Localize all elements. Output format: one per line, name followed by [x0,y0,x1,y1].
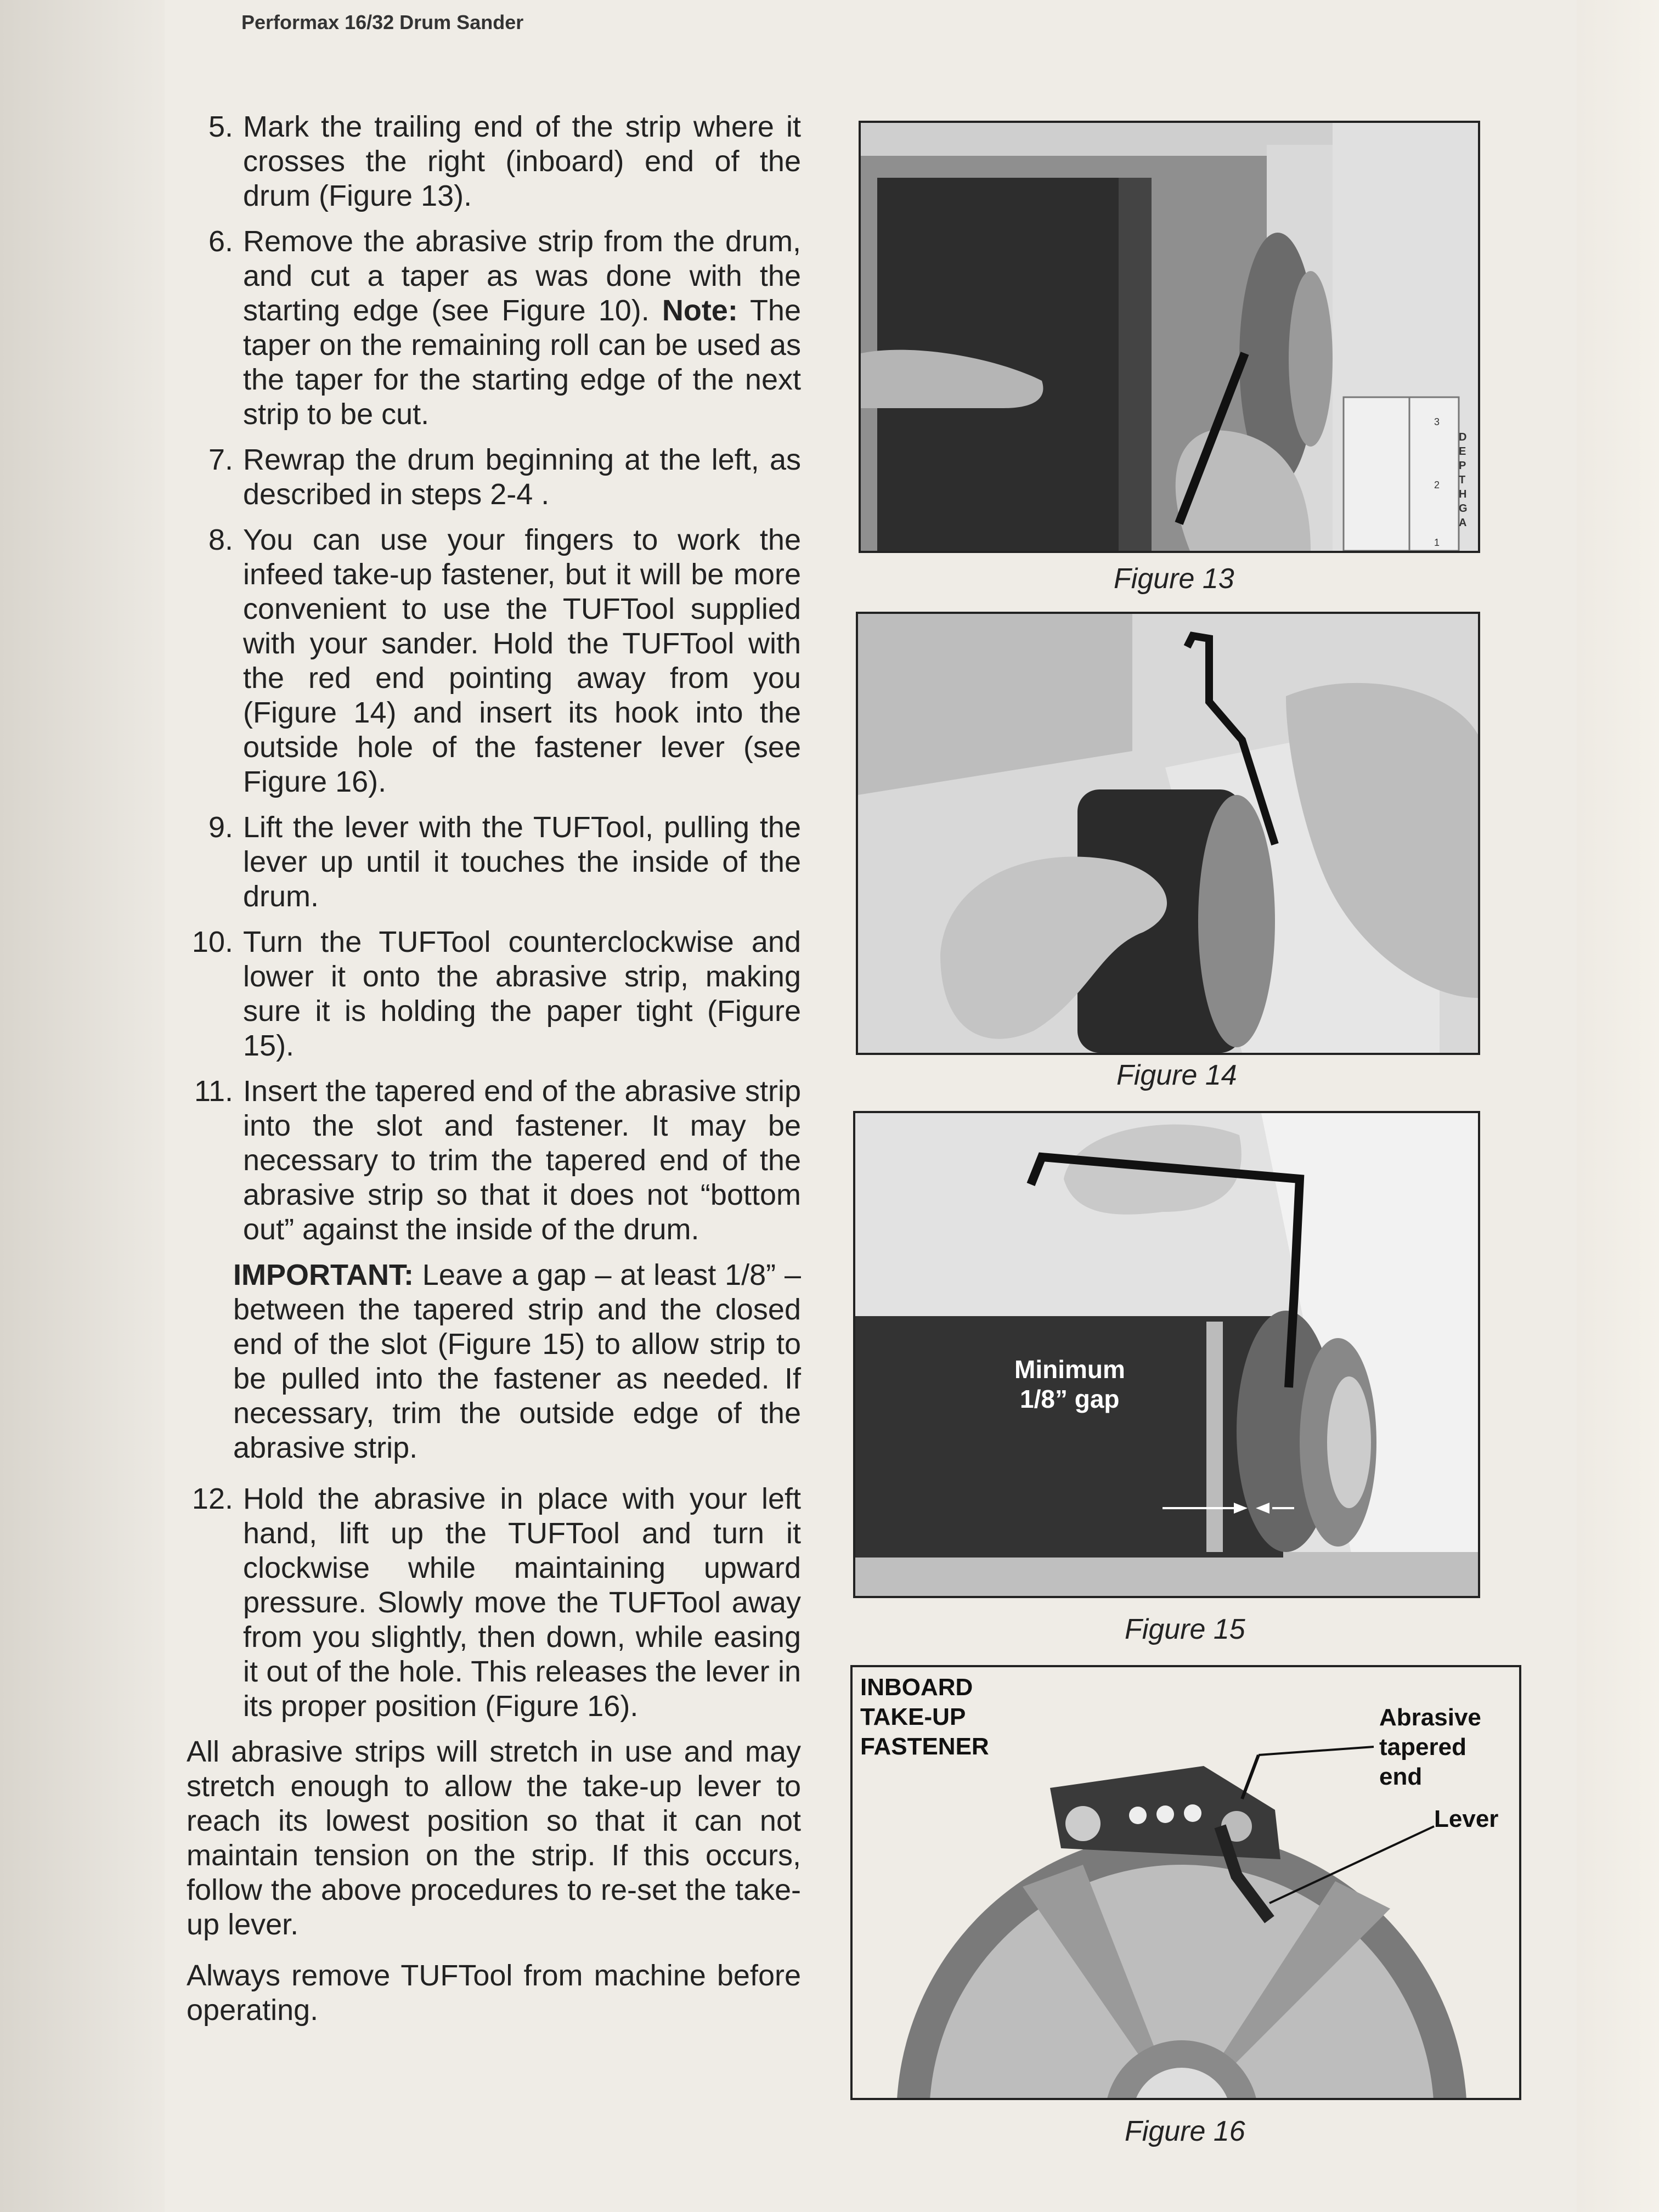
figure-15-illustration [855,1113,1478,1596]
inboard-label-line3: FASTENER [860,1733,989,1760]
step-5 [187,110,801,213]
step-10 [187,925,801,1063]
lever-label: Lever [1434,1805,1499,1832]
minimum-label-line2: 1/8” gap [1020,1385,1120,1413]
important-note [233,1258,801,1465]
inboard-label-line2: TAKE-UP [860,1703,966,1730]
step-text: You can use your fingers to work the infeed take-up fastener, but it will be more convenient to use the TUFTool supplied with your sander. Hold the TUFTool with the red end pointing away from you (Figure 14) and insert its hook into the outside hole of the fastener lever (see Figure 16). [243,523,801,798]
step-text-part: The taper on the remaining roll can be used as the taper for the starting edge of the next strip to be cut. [243,294,801,431]
important-text: Leave a gap – at least 1/8” – between the tapered strip and the closed end of the slot (Figure 15) to allow strip to be pulled into the fastener as needed. If necessary, trim the outside edge of the abrasive strip. [233,1259,801,1464]
figure-16-diagram [850,1665,1521,2100]
step-12 [187,1482,801,1724]
abrasive-tapered-end-label [1379,1703,1481,1792]
step-8 [187,523,801,799]
running-header: Performax 16/32 Drum Sander [241,11,524,33]
step-number: 9. [208,811,233,844]
abrasive-label-line2: tapered [1379,1734,1466,1760]
step-text [243,224,801,432]
figure-14-photo [856,612,1480,1055]
step-number: 11. [194,1075,233,1108]
gauge-tick-2: 2 [1434,479,1440,490]
minimum-label-line1: Minimum [1014,1355,1125,1384]
abrasive-label-line3: end [1379,1763,1423,1790]
important-label: IMPORTANT: [233,1259,414,1291]
step-number: 8. [208,523,233,556]
instruction-column [187,110,801,2044]
step-9 [187,810,801,914]
step-text: Mark the trailing end of the strip where it crosses the right (inboard) end of the drum (Figure 13). [243,110,801,212]
step-7 [187,443,801,512]
gauge-tick-3: 3 [1434,416,1440,427]
gauge-label: DEPTH GA [1459,431,1468,529]
step-11 [187,1074,801,1247]
step-text: Insert the tapered end of the abrasive strip into the slot and fastener. It may be necessary to trim the tapered end of the abrasive strip so that it does not “bottom out” against the inside of the drum. [243,1075,801,1246]
figure-14-caption: Figure 14 [1116,1059,1237,1091]
book-gutter [0,0,181,2212]
inboard-label-line1: INBOARD [860,1674,973,1701]
stretch-paragraph: All abrasive strips will stretch in use and may stretch enough to allow the take-up lever to reach its lowest position so that it can not maintain tension on the strip. If this occurs, follow the above procedures to re-set the take-up lever. [187,1735,801,1941]
step-text: Lift the lever with the TUFTool, pulling the lever up until it touches the inside of the drum. [243,811,801,913]
minimum-label [1014,1355,1125,1414]
step-number: 5. [208,110,233,143]
figure-16-caption: Figure 16 [1125,2115,1245,2147]
step-text: Turn the TUFTool counterclockwise and lower it onto the abrasive strip, making sure it is holding the paper tight (Figure 15). [243,926,801,1062]
figure-13-caption: Figure 13 [1114,563,1234,595]
step-text: Rewrap the drum beginning at the left, as described in steps 2-4 . [243,443,801,511]
step-number: 12. [191,1482,233,1515]
figure-15-photo [853,1111,1480,1598]
figure-13-illustration [861,123,1478,551]
abrasive-label-line1: Abrasive [1379,1704,1481,1731]
inboard-takeup-label [860,1673,989,1762]
step-text: Hold the abrasive in place with your left hand, lift up the TUFTool and turn it clockwise while maintaining upward pressure. Slowly move the TUFTool away from you slightly, then down, while easing it out of the hole. This releases the lever in its proper position (Figure 16). [243,1482,801,1723]
next-page-edge [1577,0,1659,2212]
warning-paragraph: Always remove TUFTool from machine before operating. [187,1959,801,2027]
step-number: 10. [191,926,233,958]
step-6 [187,224,801,432]
step-number: 7. [208,443,233,476]
gauge-tick-1: 1 [1434,537,1440,548]
figure-14-illustration [858,614,1478,1053]
figure-15-caption: Figure 15 [1125,1613,1245,1645]
figure-13-photo [859,121,1480,553]
step-text-part: Remove the abrasive strip from the drum, and cut a taper as was done with the starting edge (see Figure 10). [243,225,801,327]
step-number: 6. [208,225,233,258]
note-label: Note: [662,294,738,327]
